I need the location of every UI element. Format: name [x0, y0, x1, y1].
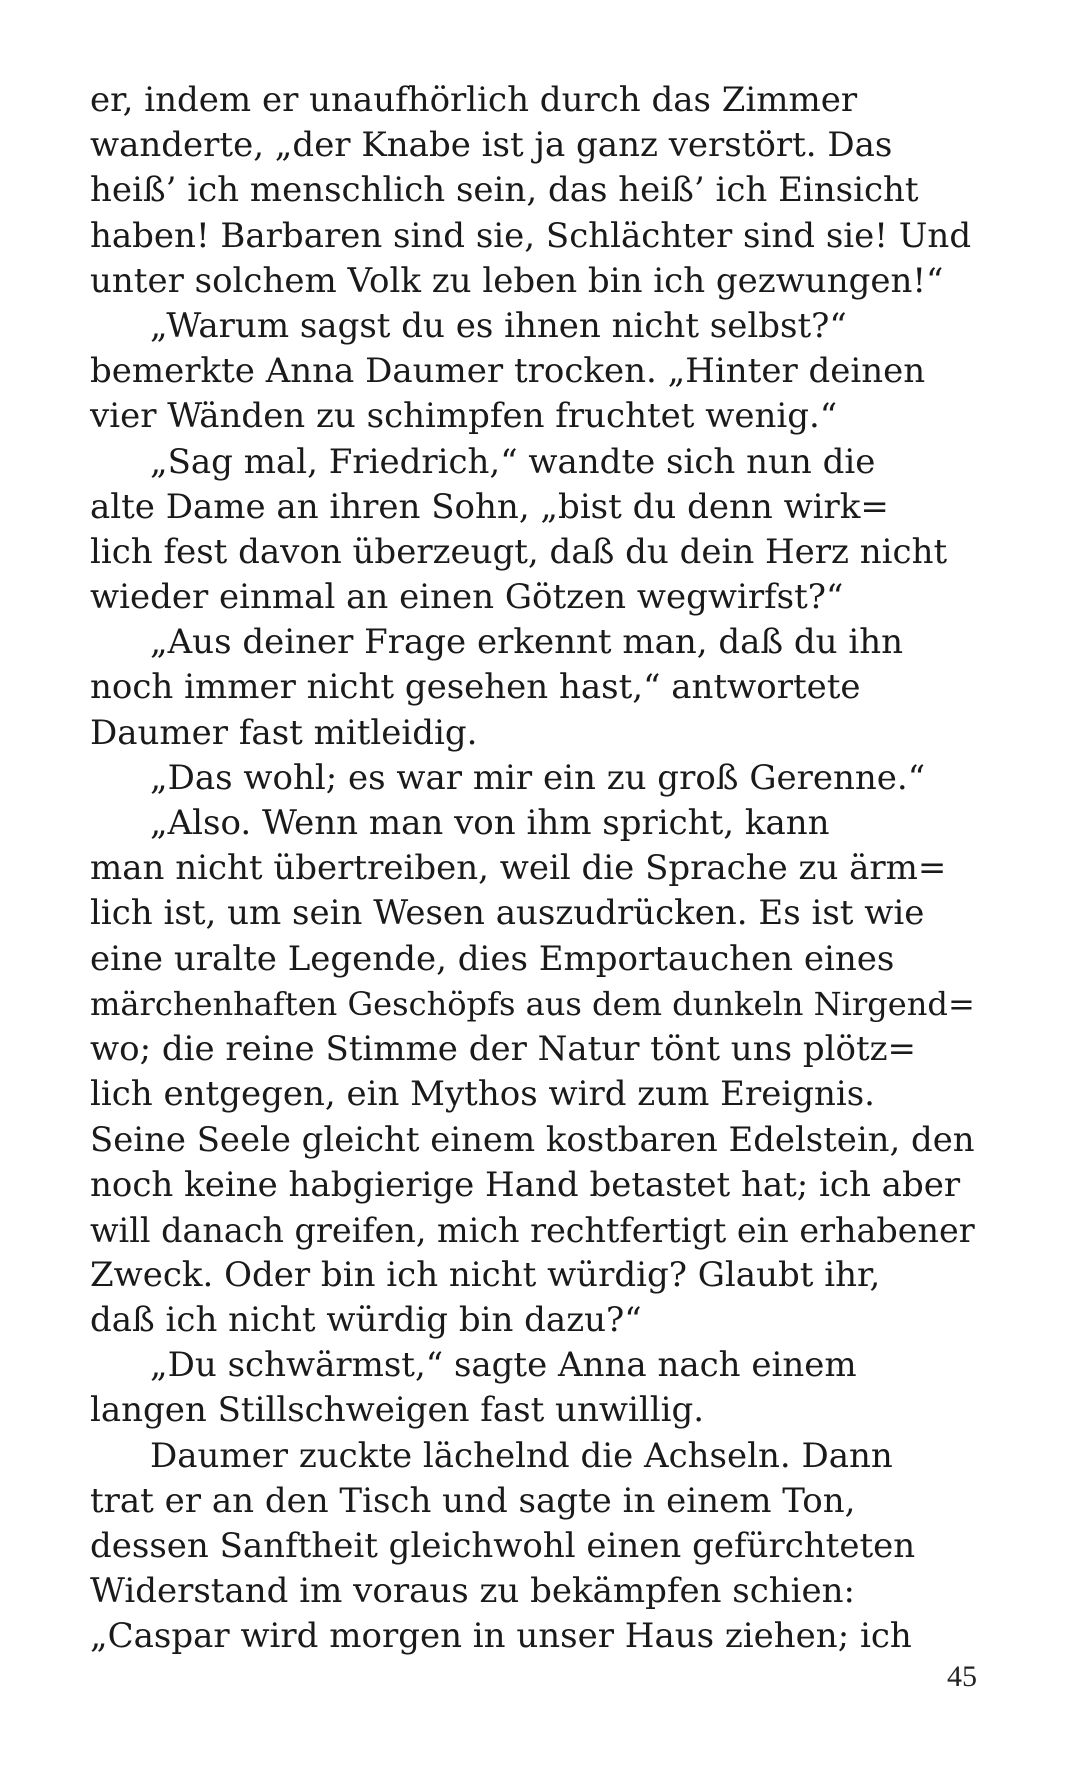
text-line: lich ist, um sein Wesen auszudrücken. Es ist wie [90, 893, 925, 934]
text-line: Zweck. Oder bin ich nicht würdig? Glaubt ihr, [90, 1254, 881, 1295]
text-line: „Caspar wird morgen in unser Haus ziehen; ich [90, 1616, 912, 1657]
text-line: „Also. Wenn man von ihm spricht, kann [150, 803, 830, 843]
text-line: Daumer fast mitleidig. [90, 712, 478, 753]
text-line: eine uralte Legende, dies Emportauchen eines [90, 938, 895, 979]
body-text [90, 78, 975, 1660]
page-number: 45 [947, 1660, 977, 1693]
text-line: alte Dame an ihren Sohn, „bist du denn wirk= [90, 486, 889, 527]
text-line: Daumer zuckte lächelnd die Achseln. Dann [150, 1435, 893, 1476]
text-line: noch immer nicht gesehen hast,“ antwortete [90, 667, 861, 708]
text-line: bemerkte Anna Daumer trocken. „Hinter deinen [90, 351, 926, 392]
text-line: „Warum sagst du es ihnen nicht selbst?“ [150, 305, 847, 346]
text-line: „Sag mal, Friedrich,“ wandte sich nun die [150, 441, 876, 482]
text-line: „Aus deiner Frage erkennt man, daß du ihn [150, 622, 904, 663]
text-line: langen Stillschweigen fast unwillig. [90, 1390, 705, 1431]
text-line: wo; die reine Stimme der Natur tönt uns plötz= [90, 1028, 917, 1069]
text-line: haben! Barbaren sind sie, Schlächter sind sie! Und [90, 215, 972, 256]
text-line: daß ich nicht würdig bin dazu?“ [90, 1300, 642, 1341]
text-line: noch keine habgierige Hand betastet hat; ich aber [90, 1164, 961, 1205]
text-line: dessen Sanftheit gleichwohl einen gefürchteten [90, 1526, 916, 1566]
text-line: trat er an den Tisch und sagte in einem Ton, [90, 1480, 856, 1521]
text-line: „Du schwärmst,“ sagte Anna nach einem [150, 1345, 857, 1386]
text-line: will danach greifen, mich rechtfertigt ein erhabener [90, 1210, 975, 1250]
text-line: Seine Seele gleicht einem kostbaren Edelstein, den [90, 1120, 975, 1160]
text-line: wieder einmal an einen Götzen wegwirfst?“ [90, 577, 844, 618]
text-line: lich entgegen, ein Mythos wird zum Ereignis. [90, 1074, 875, 1115]
text-line: märchenhaften Geschöpfs aus dem dunkeln Nirgend= [90, 984, 975, 1023]
text-line: wanderte, „der Knabe ist ja ganz verstört. Das [90, 125, 893, 166]
text-line: „Das wohl; es war mir ein zu groß Gerenne.“ [150, 757, 926, 798]
text-line: lich fest davon überzeugt, daß du dein Herz nicht [90, 531, 948, 572]
text-line: er, indem er unaufhörlich durch das Zimmer [90, 80, 858, 120]
text-line: man nicht übertreiben, weil die Sprache zu ärm= [90, 848, 947, 889]
text-line: unter solchem Volk zu leben bin ich gezwungen!“ [90, 260, 944, 301]
text-line: heiß’ ich menschlich sein, das heiß’ ich Einsicht [90, 170, 919, 211]
text-line: Widerstand im voraus zu bekämpfen schien: [90, 1571, 856, 1612]
text-line: vier Wänden zu schimpfen fruchtet wenig.“ [90, 396, 838, 437]
